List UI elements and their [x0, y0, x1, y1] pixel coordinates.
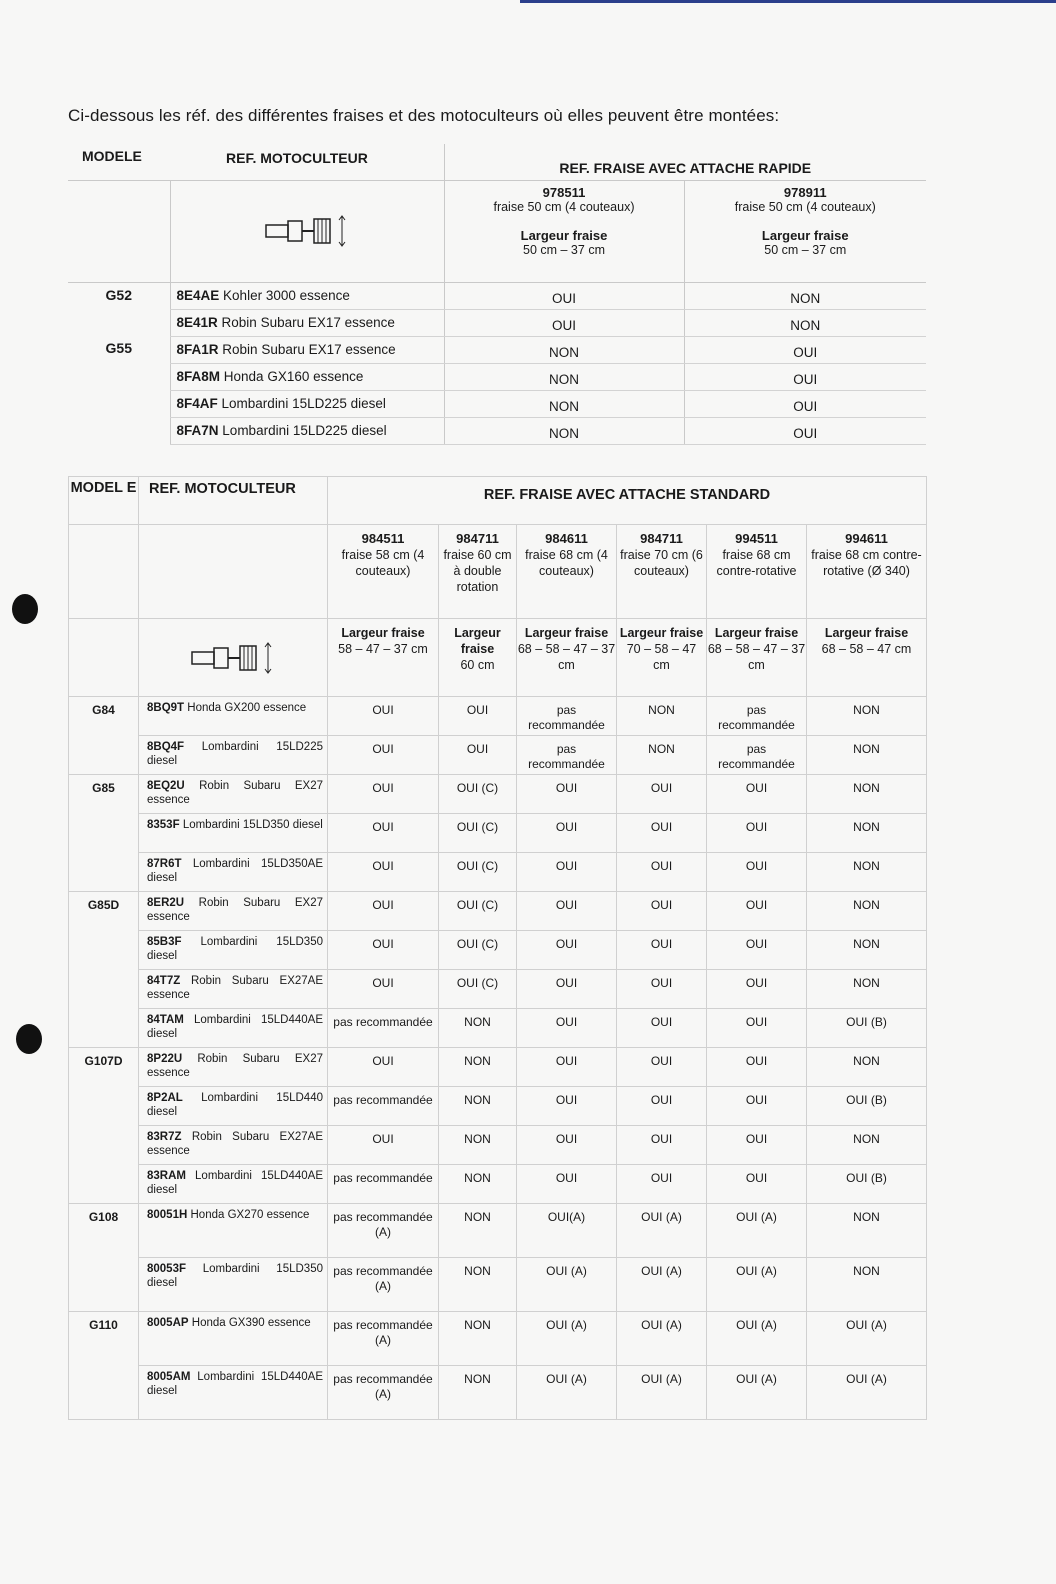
compat-cell: OUI [517, 1009, 617, 1048]
compat-cell: OUI [517, 1048, 617, 1087]
compat-cell: NON [807, 814, 927, 853]
compat-cell: OUI [328, 775, 439, 814]
compat-cell: NON [439, 1204, 517, 1258]
compat-cell: OUI (C) [439, 853, 517, 892]
compat-cell: NON [807, 1258, 927, 1312]
compat-cell: NON [439, 1165, 517, 1204]
compat-cell: OUI [517, 970, 617, 1009]
punch-hole [12, 594, 38, 624]
compat-cell: OUI [617, 1126, 707, 1165]
compat-cell: OUI (A) [517, 1366, 617, 1420]
compat-cell: pas recommandée (A) [328, 1204, 439, 1258]
model-cell: G84 [69, 697, 139, 736]
compat-cell: pas recommandée (A) [328, 1258, 439, 1312]
compat-cell: NON [807, 931, 927, 970]
fraise-col-2: 978911 fraise 50 cm (4 couteaux) Largeur fraise 50 cm – 37 cm [684, 180, 926, 282]
compat-cell: OUI [707, 1048, 807, 1087]
compat-cell: pas recommandée [517, 736, 617, 775]
compat-cell: OUI [517, 814, 617, 853]
tiller-diagram-icon [262, 213, 352, 249]
compat-cell: OUI (C) [439, 892, 517, 931]
compat-cell: OUI [617, 1009, 707, 1048]
model-cell: G85 [69, 775, 139, 814]
compat-cell: OUI [684, 363, 926, 390]
compat-cell: OUI [707, 1009, 807, 1048]
table-row [69, 1009, 927, 1048]
fraise-width-header: Largeur fraise 68 – 58 – 47 cm [807, 619, 927, 697]
scan-top-line [520, 0, 1056, 3]
quick-attach-table [68, 144, 926, 445]
model-cell [69, 1009, 139, 1048]
compat-cell: OUI [707, 853, 807, 892]
compat-cell: NON [439, 1126, 517, 1165]
compat-cell: OUI (C) [439, 814, 517, 853]
compat-cell: pas recommandée [707, 697, 807, 736]
model-cell [68, 417, 170, 444]
model-cell [69, 1126, 139, 1165]
compat-cell: OUI [617, 775, 707, 814]
motoculteur-cell: 80053F Lombardini 15LD350 diesel [139, 1258, 328, 1312]
compat-cell: OUI [328, 814, 439, 853]
compat-cell: NON [807, 970, 927, 1009]
compat-cell: OUI [517, 775, 617, 814]
model-cell [69, 814, 139, 853]
table-row [69, 892, 927, 931]
compat-cell: OUI (A) [707, 1366, 807, 1420]
fraise-col-header: 984711 fraise 60 cm à double rotation [439, 525, 517, 619]
fraise-col-1: 978511 fraise 50 cm (4 couteaux) Largeur fraise 50 cm – 37 cm [444, 180, 684, 282]
motoculteur-cell: 8F4AF Lombardini 15LD225 diesel [170, 390, 444, 417]
header-ref-motoculteur: REF. MOTOCULTEUR [139, 477, 328, 525]
compat-cell: pas recommandée [707, 736, 807, 775]
motoculteur-cell: 8FA8M Honda GX160 essence [170, 363, 444, 390]
table-row [69, 853, 927, 892]
compat-cell: OUI (C) [439, 931, 517, 970]
table-row [69, 1087, 927, 1126]
fraise-width-header: Largeur fraise 68 – 58 – 47 – 37 cm [517, 619, 617, 697]
compat-cell: OUI [707, 931, 807, 970]
compat-cell: OUI [707, 1126, 807, 1165]
motoculteur-cell: 8E41R Robin Subaru EX17 essence [170, 309, 444, 336]
motoculteur-cell: 80051H Honda GX270 essence [139, 1204, 328, 1258]
motoculteur-cell: 8BQ4F Lombardini 15LD225 diesel [139, 736, 328, 775]
compat-cell: NON [439, 1312, 517, 1366]
compat-cell: OUI [439, 736, 517, 775]
compat-cell: pas recommandée (A) [328, 1366, 439, 1420]
motoculteur-cell: 83R7Z Robin Subaru EX27AE essence [139, 1126, 328, 1165]
compat-cell: OUI [707, 1165, 807, 1204]
table-row [69, 1204, 927, 1258]
compat-cell: OUI [617, 853, 707, 892]
compat-cell: NON [684, 282, 926, 309]
compat-cell: OUI [444, 309, 684, 336]
table-row [69, 1258, 927, 1312]
compat-cell: NON [439, 1366, 517, 1420]
compat-cell: OUI [439, 697, 517, 736]
table-row [69, 1312, 927, 1366]
compat-cell: OUI [328, 892, 439, 931]
compat-cell: NON [439, 1258, 517, 1312]
table-row [69, 1126, 927, 1165]
compat-cell: NON [807, 892, 927, 931]
model-cell [68, 309, 170, 336]
intro-text: Ci-dessous les réf. des différentes fraises et des motoculteurs où elles peuvent être montées: [68, 106, 780, 125]
compat-cell: OUI (B) [807, 1087, 927, 1126]
model-cell [69, 931, 139, 970]
table-row [69, 1165, 927, 1204]
standard-attach-table [68, 476, 927, 1420]
compat-cell: OUI [707, 892, 807, 931]
compat-cell: NON [439, 1087, 517, 1126]
compat-cell: pas recommandée [328, 1087, 439, 1126]
compat-cell: OUI (A) [517, 1312, 617, 1366]
compat-cell: OUI [707, 1087, 807, 1126]
compat-cell: OUI [684, 390, 926, 417]
compat-cell: NON [807, 736, 927, 775]
table-row [68, 417, 926, 444]
compat-cell: OUI (B) [807, 1165, 927, 1204]
compat-cell: OUI (A) [707, 1258, 807, 1312]
motoculteur-cell: 8ER2U Robin Subaru EX27 essence [139, 892, 328, 931]
compat-cell: OUI [328, 697, 439, 736]
model-cell [69, 736, 139, 775]
model-cell [69, 1165, 139, 1204]
compat-cell: OUI [684, 417, 926, 444]
compat-cell: NON [439, 1048, 517, 1087]
table-row [69, 1366, 927, 1420]
fraise-col-header: 984511 fraise 58 cm (4 couteaux) [328, 525, 439, 619]
model-cell: G52 [105, 286, 132, 303]
fraise-width-header: Largeur fraise 68 – 58 – 47 – 37 cm [707, 619, 807, 697]
compat-cell: pas recommandée [328, 1009, 439, 1048]
compat-cell: OUI [617, 1048, 707, 1087]
compat-cell: OUI [328, 1126, 439, 1165]
compat-cell: NON [807, 697, 927, 736]
compat-cell: NON [807, 775, 927, 814]
header-fraise-standard: REF. FRAISE AVEC ATTACHE STANDARD [328, 477, 927, 525]
model-cell [69, 1087, 139, 1126]
table-row [69, 931, 927, 970]
compat-cell: OUI [328, 853, 439, 892]
model-cell [68, 363, 170, 390]
compat-cell: NON [444, 390, 684, 417]
compat-cell: OUI (A) [617, 1366, 707, 1420]
table-row [69, 775, 927, 814]
motoculteur-cell: 8FA7N Lombardini 15LD225 diesel [170, 417, 444, 444]
fraise-col-header: 984611 fraise 68 cm (4 couteaux) [517, 525, 617, 619]
fraise-width-header: Largeur fraise 70 – 58 – 47 cm [617, 619, 707, 697]
compat-cell: OUI [517, 1126, 617, 1165]
compat-cell: OUI [707, 775, 807, 814]
compat-cell: OUI (A) [707, 1312, 807, 1366]
motoculteur-cell: 84T7Z Robin Subaru EX27AE essence [139, 970, 328, 1009]
compat-cell: OUI [444, 282, 684, 309]
compat-cell: OUI (A) [517, 1258, 617, 1312]
compat-cell: OUI [517, 1087, 617, 1126]
table-row [69, 736, 927, 775]
compat-cell: OUI (A) [807, 1312, 927, 1366]
compat-cell: OUI (C) [439, 970, 517, 1009]
compat-cell: OUI [617, 1087, 707, 1126]
compat-cell: NON [807, 1048, 927, 1087]
compat-cell: OUI [707, 970, 807, 1009]
table-row [68, 390, 926, 417]
table-row [69, 814, 927, 853]
compat-cell: NON [439, 1009, 517, 1048]
table-row [68, 336, 926, 363]
compat-cell: NON [684, 309, 926, 336]
fraise-col-header: 994511 fraise 68 cm contre-rotative [707, 525, 807, 619]
compat-cell: NON [444, 417, 684, 444]
table-row [69, 1048, 927, 1087]
header-fraise-rapide: REF. FRAISE AVEC ATTACHE RAPIDE [444, 144, 926, 180]
motoculteur-cell: 8E4AE Kohler 3000 essence [170, 282, 444, 309]
compat-cell: NON [617, 697, 707, 736]
motoculteur-cell: 8EQ2U Robin Subaru EX27 essence [139, 775, 328, 814]
compat-cell: OUI (A) [617, 1258, 707, 1312]
model-cell [69, 1366, 139, 1420]
compat-cell: OUI (C) [439, 775, 517, 814]
fraise-col-header: 994611 fraise 68 cm contre-rotative (Ø 340) [807, 525, 927, 619]
motoculteur-cell: 8005AP Honda GX390 essence [139, 1312, 328, 1366]
model-cell: G107D [69, 1048, 139, 1087]
compat-cell: OUI(A) [517, 1204, 617, 1258]
compat-cell: OUI [707, 814, 807, 853]
compat-cell: OUI (B) [807, 1009, 927, 1048]
compat-cell: NON [807, 1126, 927, 1165]
compat-cell: OUI (A) [617, 1312, 707, 1366]
compat-cell: NON [444, 336, 684, 363]
model-cell: G85D [69, 892, 139, 931]
motoculteur-cell: 87R6T Lombardini 15LD350AE diesel [139, 853, 328, 892]
compat-cell: NON [617, 736, 707, 775]
motoculteur-cell: 8P22U Robin Subaru EX27 essence [139, 1048, 328, 1087]
compat-cell: OUI [328, 931, 439, 970]
compat-cell: OUI [517, 892, 617, 931]
table-row [69, 970, 927, 1009]
motoculteur-cell: 8353F Lombardini 15LD350 diesel [139, 814, 328, 853]
header-ref-motoculteur: REF. MOTOCULTEUR [170, 144, 444, 180]
model-cell [69, 970, 139, 1009]
compat-cell: NON [807, 853, 927, 892]
model-cell: G55 [105, 340, 132, 356]
compat-cell: pas recommandée [517, 697, 617, 736]
compat-cell: OUI [328, 736, 439, 775]
tiller-diagram-icon [188, 640, 278, 676]
compat-cell: OUI (A) [707, 1204, 807, 1258]
table-row [68, 363, 926, 390]
compat-cell: pas recommandée [328, 1165, 439, 1204]
compat-cell: OUI [617, 814, 707, 853]
motoculteur-cell: 8BQ9T Honda GX200 essence [139, 697, 328, 736]
compat-cell: NON [444, 363, 684, 390]
compat-cell: OUI [617, 1165, 707, 1204]
compat-cell: OUI [517, 1165, 617, 1204]
fraise-width-header: Largeur fraise 60 cm [439, 619, 517, 697]
table-row [68, 309, 926, 336]
compat-cell: OUI [517, 853, 617, 892]
compat-cell: OUI (A) [807, 1366, 927, 1420]
punch-hole [16, 1024, 42, 1054]
compat-cell: OUI [617, 931, 707, 970]
compat-cell: NON [807, 1204, 927, 1258]
fraise-col-header: 984711 fraise 70 cm (6 couteaux) [617, 525, 707, 619]
motoculteur-cell: 83RAM Lombardini 15LD440AE diesel [139, 1165, 328, 1204]
motoculteur-cell: 84TAM Lombardini 15LD440AE diesel [139, 1009, 328, 1048]
model-cell: G110 [69, 1312, 139, 1366]
table-row [69, 697, 927, 736]
model-cell [69, 1258, 139, 1312]
compat-cell: OUI [617, 892, 707, 931]
compat-cell: OUI (A) [617, 1204, 707, 1258]
model-cell: G108 [69, 1204, 139, 1258]
compat-cell: OUI [684, 336, 926, 363]
fraise-width-header: Largeur fraise 58 – 47 – 37 cm [328, 619, 439, 697]
model-cell [68, 390, 170, 417]
compat-cell: OUI [517, 931, 617, 970]
header-model: MODEL E [69, 477, 139, 525]
motoculteur-cell: 8005AM Lombardini 15LD440AE diesel [139, 1366, 328, 1420]
motoculteur-cell: 85B3F Lombardini 15LD350 diesel [139, 931, 328, 970]
header-model: MODELE [68, 144, 170, 180]
compat-cell: OUI [328, 970, 439, 1009]
model-cell [69, 853, 139, 892]
compat-cell: OUI [617, 970, 707, 1009]
compat-cell: OUI [328, 1048, 439, 1087]
compat-cell: pas recommandée (A) [328, 1312, 439, 1366]
table-row [68, 282, 926, 309]
motoculteur-cell: 8P2AL Lombardini 15LD440 diesel [139, 1087, 328, 1126]
motoculteur-cell: 8FA1R Robin Subaru EX17 essence [170, 336, 444, 363]
